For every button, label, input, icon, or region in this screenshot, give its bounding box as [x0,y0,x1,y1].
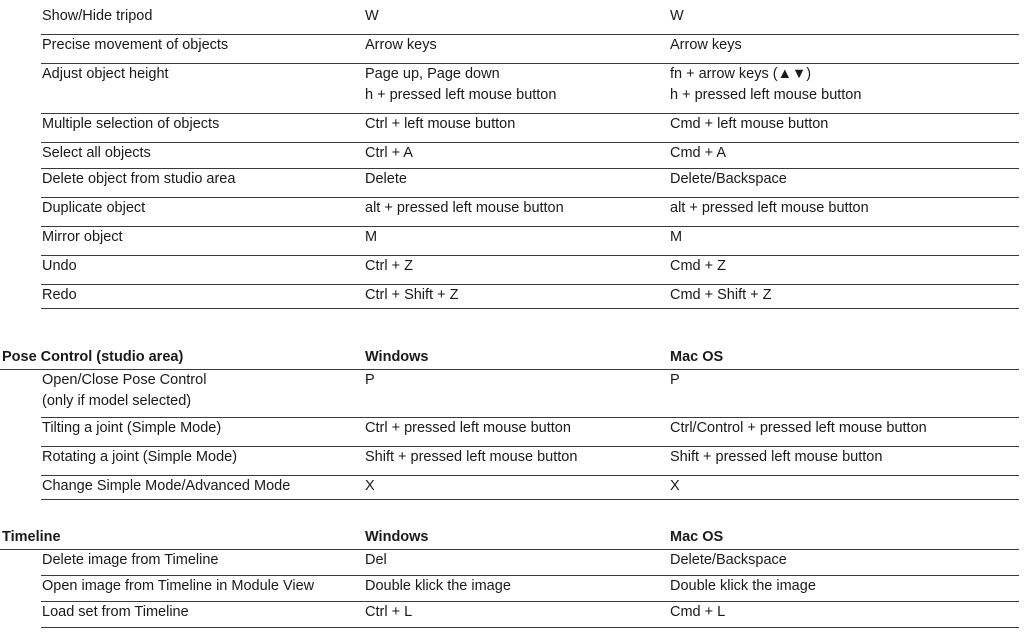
action-cell [42,550,219,571]
action-cell-line: Delete object from studio area [42,171,236,187]
mac-shortcut-cell-line: alt + pressed left mouse button [670,200,869,216]
table-row [0,576,1024,602]
table-row [0,256,1024,285]
windows-shortcut-cell [365,576,511,597]
windows-shortcut-cell-line: Ctrl + Z [365,258,413,274]
mac-shortcut-cell [670,227,682,248]
section-title: Pose Control (studio area) [2,349,184,365]
mac-shortcut-cell-line: fn + arrow keys (▲▼) [670,66,812,82]
action-cell [42,370,206,412]
mac-shortcut-cell [670,256,726,277]
row-rule [41,308,1019,309]
mac-shortcut-cell-line: Cmd + Shift + Z [670,287,772,303]
windows-shortcut-cell-line: Shift + pressed left mouse button [365,449,578,465]
windows-shortcut-cell [365,6,379,27]
windows-shortcut-cell-line: P [365,372,375,388]
mac-shortcut-cell-line: Delete/Backspace [670,171,787,187]
windows-shortcut-cell [365,418,571,439]
mac-shortcut-cell [670,576,816,597]
mac-shortcut-cell [670,418,927,439]
action-cell [42,418,221,439]
action-cell [42,602,189,623]
table-row [0,143,1024,169]
action-cell-line: Open/Close Pose Control [42,372,207,388]
mac-shortcut-cell [670,370,680,391]
action-cell-line: Redo [42,287,77,303]
mac-shortcut-cell [670,6,684,27]
action-cell [42,576,314,597]
column-header-mac: Mac OS [670,349,724,365]
windows-shortcut-cell-line: Ctrl + pressed left mouse button [365,420,571,436]
row-rule [41,627,1019,628]
mac-shortcut-cell-line: P [670,372,680,388]
mac-shortcut-cell-line: M [670,229,683,245]
mac-shortcut-cell [670,169,787,190]
mac-shortcut-cell [670,143,726,164]
mac-shortcut-cell-line: Cmd + left mouse button [670,116,829,132]
action-cell-line: Show/Hide tripod [42,8,153,24]
windows-shortcut-cell [365,602,412,623]
windows-shortcut-cell [365,447,577,468]
mac-shortcut-cell [670,602,725,623]
windows-shortcut-cell-line: X [365,478,375,494]
mac-shortcut-cell-line: W [670,8,684,24]
windows-shortcut-cell [365,285,458,306]
windows-shortcut-cell-line: alt + pressed left mouse button [365,200,564,216]
action-cell [42,169,235,190]
action-cell-line: (only if model selected) [42,393,192,409]
column-header-windows: Windows [365,529,429,545]
mac-shortcut-cell [670,198,869,219]
table-row [0,169,1024,198]
windows-shortcut-cell-line: Del [365,552,387,568]
mac-shortcut-cell [670,114,828,135]
table-row [0,227,1024,256]
mac-shortcut-cell-line: Shift + pressed left mouse button [670,449,883,465]
windows-shortcut-cell [365,256,413,277]
column-header-windows: Windows [365,349,429,365]
action-cell-line: Rotating a joint (Simple Mode) [42,449,238,465]
windows-shortcut-cell-line: M [365,229,378,245]
action-cell [42,447,237,468]
table-row [0,447,1024,476]
action-cell-line: Duplicate object [42,200,146,216]
action-cell-line: Change Simple Mode/Advanced Mode [42,478,291,494]
mac-shortcut-cell-line: X [670,478,680,494]
windows-shortcut-cell [365,114,515,135]
table-row [0,64,1024,114]
windows-shortcut-cell-line: Ctrl + Shift + Z [365,287,459,303]
action-cell-line: Delete image from Timeline [42,552,219,568]
mac-shortcut-cell-line: Cmd + Z [670,258,726,274]
action-cell-line: Undo [42,258,77,274]
column-header-mac: Mac OS [670,529,724,545]
action-cell [42,6,152,27]
windows-shortcut-cell [365,198,564,219]
windows-shortcut-cell [365,476,375,497]
section-title: Timeline [2,529,61,545]
windows-shortcut-cell-line: Page up, Page down [365,66,500,82]
mac-shortcut-cell [670,64,861,106]
windows-shortcut-cell-line: Ctrl + L [365,604,413,620]
action-cell-line: Adjust object height [42,66,169,82]
windows-shortcut-cell [365,35,437,56]
action-cell [42,227,123,248]
windows-shortcut-cell-line: Ctrl + A [365,145,413,161]
windows-shortcut-cell-line: W [365,8,379,24]
mac-shortcut-cell-line: Ctrl/Control + pressed left mouse button [670,420,927,436]
mac-shortcut-cell [670,35,742,56]
mac-shortcut-cell [670,447,882,468]
action-cell [42,476,290,497]
action-cell [42,114,219,135]
table-row [0,602,1024,628]
mac-shortcut-cell [670,550,787,571]
action-cell-line: Mirror object [42,229,123,245]
table-row [0,198,1024,227]
table-row [0,114,1024,143]
mac-shortcut-cell [670,476,680,497]
action-cell [42,64,169,85]
windows-shortcut-cell [365,169,407,190]
windows-shortcut-cell-line: Delete [365,171,407,187]
action-cell [42,285,77,306]
table-row [0,370,1024,418]
windows-shortcut-cell-line: h + pressed left mouse button [365,87,557,103]
windows-shortcut-cell [365,370,375,391]
windows-shortcut-cell [365,550,387,571]
section-header [0,341,1024,370]
table-row [0,550,1024,576]
table-row [0,285,1024,309]
action-cell-line: Load set from Timeline [42,604,189,620]
mac-shortcut-cell-line: Arrow keys [670,37,742,53]
windows-shortcut-cell-line: Ctrl + left mouse button [365,116,516,132]
mac-shortcut-cell-line: Delete/Backspace [670,552,787,568]
table-row [0,476,1024,500]
action-cell-line: Open image from Timeline in Module View [42,578,315,594]
action-cell [42,198,145,219]
mac-shortcut-cell-line: Cmd + A [670,145,727,161]
action-cell-line: Multiple selection of objects [42,116,220,132]
windows-shortcut-cell [365,227,377,248]
windows-shortcut-cell-line: Arrow keys [365,37,437,53]
mac-shortcut-cell [670,285,772,306]
action-cell-line: Tilting a joint (Simple Mode) [42,420,222,436]
table-row [0,6,1024,35]
windows-shortcut-cell [365,143,413,164]
action-cell [42,35,228,56]
action-cell-line: Select all objects [42,145,151,161]
action-cell-line: Precise movement of objects [42,37,229,53]
section-header [0,524,1024,550]
action-cell [42,143,151,164]
mac-shortcut-cell-line: h + pressed left mouse button [670,87,862,103]
row-rule [41,499,1019,500]
mac-shortcut-cell-line: Double klick the image [670,578,816,594]
windows-shortcut-cell-line: Double klick the image [365,578,511,594]
table-row [0,418,1024,447]
table-row [0,35,1024,64]
mac-shortcut-cell-line: Cmd + L [670,604,726,620]
windows-shortcut-cell [365,64,556,106]
action-cell [42,256,77,277]
